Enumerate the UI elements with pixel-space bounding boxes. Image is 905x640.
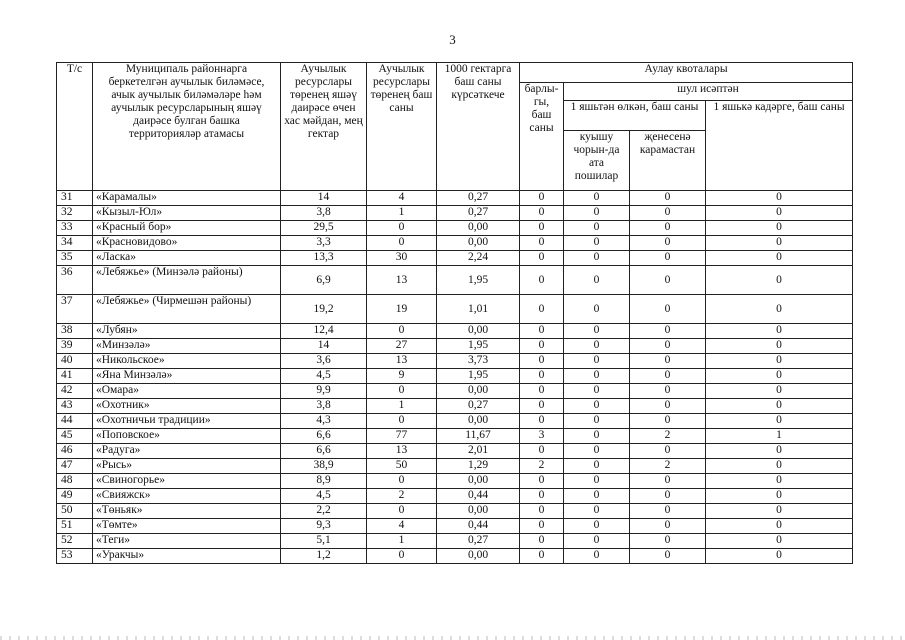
row-number-cell: 50 <box>57 504 93 519</box>
count-cell: 30 <box>367 251 437 266</box>
quota-horns-cell: 0 <box>564 369 630 384</box>
quota-under-1y-cell: 0 <box>706 369 853 384</box>
quota-horns-cell: 0 <box>564 429 630 444</box>
density-cell: 2,01 <box>437 444 520 459</box>
density-cell: 1,95 <box>437 266 520 295</box>
area-cell: 6,9 <box>281 266 367 295</box>
area-cell: 19,2 <box>281 295 367 324</box>
quota-under-1y-cell: 0 <box>706 459 853 474</box>
quota-horns-cell: 0 <box>564 414 630 429</box>
count-cell: 1 <box>367 534 437 549</box>
count-cell: 50 <box>367 459 437 474</box>
quota-under-1y-cell: 0 <box>706 191 853 206</box>
area-cell: 1,2 <box>281 549 367 564</box>
count-cell: 0 <box>367 324 437 339</box>
quota-under-1y-cell: 0 <box>706 295 853 324</box>
territory-name-cell: «Свиногорье» <box>93 474 281 489</box>
quota-horns-cell: 0 <box>564 295 630 324</box>
density-cell: 0,44 <box>437 489 520 504</box>
area-cell: 14 <box>281 191 367 206</box>
header-regardless-sex: җенесенә карамастан <box>630 131 706 191</box>
territory-name-cell: «Красный бор» <box>93 221 281 236</box>
territory-name-cell: «Никольское» <box>93 354 281 369</box>
row-number-cell: 45 <box>57 429 93 444</box>
row-number-cell: 48 <box>57 474 93 489</box>
quota-under-1y-cell: 0 <box>706 549 853 564</box>
header-quotas: Аулау квоталары <box>520 63 853 83</box>
header-including: шул исәптән <box>564 83 853 101</box>
quota-under-1y-cell: 0 <box>706 519 853 534</box>
quota-any-sex-cell: 0 <box>630 504 706 519</box>
area-cell: 2,2 <box>281 504 367 519</box>
area-cell: 4,5 <box>281 369 367 384</box>
row-number-cell: 39 <box>57 339 93 354</box>
quota-total-cell: 0 <box>520 206 564 221</box>
quota-under-1y-cell: 0 <box>706 474 853 489</box>
density-cell: 1,95 <box>437 339 520 354</box>
quota-any-sex-cell: 2 <box>630 429 706 444</box>
area-cell: 5,1 <box>281 534 367 549</box>
quota-horns-cell: 0 <box>564 251 630 266</box>
quota-any-sex-cell: 0 <box>630 369 706 384</box>
table-row <box>57 534 853 549</box>
area-cell: 3,8 <box>281 206 367 221</box>
quota-total-cell: 0 <box>520 339 564 354</box>
quota-total-cell: 0 <box>520 324 564 339</box>
quota-total-cell: 0 <box>520 221 564 236</box>
row-number-cell: 44 <box>57 414 93 429</box>
density-cell: 0,00 <box>437 549 520 564</box>
territory-name-cell: «Красновидово» <box>93 236 281 251</box>
count-cell: 0 <box>367 236 437 251</box>
density-cell: 0,00 <box>437 384 520 399</box>
territory-name-cell: «Теги» <box>93 534 281 549</box>
quota-total-cell: 0 <box>520 251 564 266</box>
quota-horns-cell: 0 <box>564 459 630 474</box>
density-cell: 1,01 <box>437 295 520 324</box>
quota-any-sex-cell: 0 <box>630 444 706 459</box>
territory-name-cell: «Төньяк» <box>93 504 281 519</box>
quota-any-sex-cell: 0 <box>630 399 706 414</box>
density-cell: 0,44 <box>437 519 520 534</box>
count-cell: 0 <box>367 504 437 519</box>
table-row <box>57 295 853 324</box>
header-habitat-area: Аучылык ресурслары төренең яшәү даирәсе өчен хас мәйдан, мең гектар <box>281 63 367 191</box>
quota-any-sex-cell: 0 <box>630 354 706 369</box>
row-number-cell: 35 <box>57 251 93 266</box>
density-cell: 0,27 <box>437 399 520 414</box>
count-cell: 9 <box>367 369 437 384</box>
quota-under-1y-cell: 0 <box>706 236 853 251</box>
quota-total-cell: 0 <box>520 549 564 564</box>
quota-any-sex-cell: 0 <box>630 384 706 399</box>
density-cell: 0,00 <box>437 221 520 236</box>
area-cell: 13,3 <box>281 251 367 266</box>
territory-name-cell: «Свияжск» <box>93 489 281 504</box>
header-density: 1000 гектарга баш саны күрсәткече <box>437 63 520 191</box>
count-cell: 0 <box>367 384 437 399</box>
area-cell: 4,5 <box>281 489 367 504</box>
quota-horns-cell: 0 <box>564 489 630 504</box>
territory-name-cell: «Минзәлә» <box>93 339 281 354</box>
territory-name-cell: «Рысь» <box>93 459 281 474</box>
count-cell: 0 <box>367 549 437 564</box>
quota-under-1y-cell: 0 <box>706 251 853 266</box>
row-number-cell: 37 <box>57 295 93 324</box>
table-row <box>57 504 853 519</box>
table-row <box>57 444 853 459</box>
count-cell: 1 <box>367 206 437 221</box>
territory-name-cell: «Лубян» <box>93 324 281 339</box>
density-cell: 0,00 <box>437 414 520 429</box>
table-row <box>57 459 853 474</box>
area-cell: 12,4 <box>281 324 367 339</box>
territory-name-cell: «Төмте» <box>93 519 281 534</box>
row-number-cell: 42 <box>57 384 93 399</box>
quota-horns-cell: 0 <box>564 384 630 399</box>
page-number: 3 <box>449 32 456 47</box>
quota-any-sex-cell: 0 <box>630 251 706 266</box>
header-with-horns: куышу чорын-да ата пошилар <box>564 131 630 191</box>
table-row <box>57 324 853 339</box>
quota-any-sex-cell: 0 <box>630 324 706 339</box>
territory-name-cell: «Поповское» <box>93 429 281 444</box>
area-cell: 9,3 <box>281 519 367 534</box>
quota-under-1y-cell: 0 <box>706 339 853 354</box>
quota-any-sex-cell: 0 <box>630 339 706 354</box>
row-number-cell: 38 <box>57 324 93 339</box>
quota-under-1y-cell: 0 <box>706 266 853 295</box>
table-row <box>57 266 853 295</box>
quota-any-sex-cell: 0 <box>630 295 706 324</box>
quota-any-sex-cell: 0 <box>630 414 706 429</box>
row-number-cell: 49 <box>57 489 93 504</box>
table-row <box>57 251 853 266</box>
quota-total-cell: 0 <box>520 444 564 459</box>
count-cell: 27 <box>367 339 437 354</box>
quota-total-cell: 0 <box>520 504 564 519</box>
area-cell: 9,9 <box>281 384 367 399</box>
quota-total-cell: 0 <box>520 534 564 549</box>
area-cell: 3,8 <box>281 399 367 414</box>
row-number-cell: 52 <box>57 534 93 549</box>
quota-any-sex-cell: 0 <box>630 474 706 489</box>
quota-horns-cell: 0 <box>564 339 630 354</box>
territory-name-cell: «Карамалы» <box>93 191 281 206</box>
row-number-cell: 51 <box>57 519 93 534</box>
area-cell: 4,3 <box>281 414 367 429</box>
density-cell: 0,27 <box>437 206 520 221</box>
quota-horns-cell: 0 <box>564 399 630 414</box>
table-row <box>57 206 853 221</box>
quota-total-cell: 0 <box>520 295 564 324</box>
territory-name-cell: «Лебяжье» (Чирмешән районы) <box>93 295 281 324</box>
table-row <box>57 414 853 429</box>
quota-total-cell: 0 <box>520 266 564 295</box>
table-row <box>57 474 853 489</box>
area-cell: 38,9 <box>281 459 367 474</box>
count-cell: 77 <box>367 429 437 444</box>
quota-any-sex-cell: 0 <box>630 221 706 236</box>
quota-under-1y-cell: 0 <box>706 534 853 549</box>
territory-name-cell: «Кызыл-Юл» <box>93 206 281 221</box>
table-row <box>57 549 853 564</box>
quota-total-cell: 0 <box>520 191 564 206</box>
area-cell: 3,3 <box>281 236 367 251</box>
quota-any-sex-cell: 0 <box>630 236 706 251</box>
quota-horns-cell: 0 <box>564 549 630 564</box>
quota-horns-cell: 0 <box>564 221 630 236</box>
header-total: барлы-гы, баш саны <box>520 83 564 191</box>
quota-under-1y-cell: 0 <box>706 324 853 339</box>
density-cell: 1,29 <box>437 459 520 474</box>
count-cell: 13 <box>367 444 437 459</box>
territory-name-cell: «Охотничьи традиции» <box>93 414 281 429</box>
quota-horns-cell: 0 <box>564 266 630 295</box>
table-row <box>57 519 853 534</box>
scan-artifact-line <box>0 636 905 640</box>
table-row <box>57 489 853 504</box>
territory-name-cell: «Омара» <box>93 384 281 399</box>
count-cell: 13 <box>367 266 437 295</box>
header-resource-count: Аучылык ресурслары төренең баш саны <box>367 63 437 191</box>
density-cell: 3,73 <box>437 354 520 369</box>
density-cell: 0,00 <box>437 504 520 519</box>
count-cell: 0 <box>367 221 437 236</box>
table-row <box>57 399 853 414</box>
area-cell: 6,6 <box>281 429 367 444</box>
row-number-cell: 40 <box>57 354 93 369</box>
area-cell: 3,6 <box>281 354 367 369</box>
quota-horns-cell: 0 <box>564 191 630 206</box>
density-cell: 0,27 <box>437 191 520 206</box>
quota-horns-cell: 0 <box>564 206 630 221</box>
quota-total-cell: 0 <box>520 384 564 399</box>
row-number-cell: 41 <box>57 369 93 384</box>
count-cell: 0 <box>367 414 437 429</box>
area-cell: 6,6 <box>281 444 367 459</box>
quota-total-cell: 0 <box>520 519 564 534</box>
count-cell: 13 <box>367 354 437 369</box>
quota-total-cell: 2 <box>520 459 564 474</box>
quota-under-1y-cell: 0 <box>706 489 853 504</box>
quota-under-1y-cell: 0 <box>706 444 853 459</box>
header-territory-name: Муниципаль районнарга беркетелгән аучылык биләмәсе, ачык аучылык биләмәләре һәм аучылык ресурсларының яшәү даирәсе булган башка территорияләр атамасы <box>93 63 281 191</box>
quota-total-cell: 3 <box>520 429 564 444</box>
quota-horns-cell: 0 <box>564 236 630 251</box>
header-older-than-1y: 1 яшьтән өлкән, баш саны <box>564 101 706 131</box>
quota-total-cell: 0 <box>520 489 564 504</box>
territory-name-cell: «Лебяжье» (Минзәлә районы) <box>93 266 281 295</box>
table-row <box>57 429 853 444</box>
quota-under-1y-cell: 0 <box>706 206 853 221</box>
density-cell: 0,27 <box>437 534 520 549</box>
quota-total-cell: 0 <box>520 236 564 251</box>
territory-name-cell: «Яна Минзәлә» <box>93 369 281 384</box>
density-cell: 11,67 <box>437 429 520 444</box>
count-cell: 1 <box>367 399 437 414</box>
territory-name-cell: «Радуга» <box>93 444 281 459</box>
table-row <box>57 236 853 251</box>
territory-name-cell: «Ласка» <box>93 251 281 266</box>
count-cell: 4 <box>367 191 437 206</box>
row-number-cell: 33 <box>57 221 93 236</box>
count-cell: 2 <box>367 489 437 504</box>
quota-any-sex-cell: 0 <box>630 549 706 564</box>
header-under-1y: 1 яшькә кадәрге, баш саны <box>706 101 853 191</box>
quota-under-1y-cell: 0 <box>706 414 853 429</box>
quota-horns-cell: 0 <box>564 324 630 339</box>
row-number-cell: 36 <box>57 266 93 295</box>
table-row <box>57 339 853 354</box>
row-number-cell: 32 <box>57 206 93 221</box>
quota-any-sex-cell: 0 <box>630 534 706 549</box>
quota-total-cell: 0 <box>520 399 564 414</box>
quota-any-sex-cell: 0 <box>630 519 706 534</box>
hunting-quota-table <box>56 62 853 564</box>
quota-horns-cell: 0 <box>564 354 630 369</box>
area-cell: 29,5 <box>281 221 367 236</box>
density-cell: 1,95 <box>437 369 520 384</box>
quota-total-cell: 0 <box>520 414 564 429</box>
quota-any-sex-cell: 0 <box>630 489 706 504</box>
quota-under-1y-cell: 0 <box>706 354 853 369</box>
count-cell: 0 <box>367 474 437 489</box>
count-cell: 4 <box>367 519 437 534</box>
quota-under-1y-cell: 0 <box>706 504 853 519</box>
area-cell: 14 <box>281 339 367 354</box>
density-cell: 0,00 <box>437 324 520 339</box>
quota-under-1y-cell: 0 <box>706 221 853 236</box>
row-number-cell: 31 <box>57 191 93 206</box>
row-number-cell: 34 <box>57 236 93 251</box>
count-cell: 19 <box>367 295 437 324</box>
quota-horns-cell: 0 <box>564 444 630 459</box>
row-number-cell: 46 <box>57 444 93 459</box>
quota-horns-cell: 0 <box>564 534 630 549</box>
territory-name-cell: «Охотник» <box>93 399 281 414</box>
area-cell: 8,9 <box>281 474 367 489</box>
quota-total-cell: 0 <box>520 369 564 384</box>
quota-total-cell: 0 <box>520 474 564 489</box>
row-number-cell: 43 <box>57 399 93 414</box>
quota-under-1y-cell: 1 <box>706 429 853 444</box>
quota-horns-cell: 0 <box>564 474 630 489</box>
quota-horns-cell: 0 <box>564 504 630 519</box>
quota-any-sex-cell: 0 <box>630 266 706 295</box>
row-number-cell: 53 <box>57 549 93 564</box>
header-number: Т/с <box>57 63 93 191</box>
density-cell: 2,24 <box>437 251 520 266</box>
territory-name-cell: «Уракчы» <box>93 549 281 564</box>
density-cell: 0,00 <box>437 474 520 489</box>
quota-horns-cell: 0 <box>564 519 630 534</box>
quota-any-sex-cell: 2 <box>630 459 706 474</box>
quota-any-sex-cell: 0 <box>630 191 706 206</box>
table-row <box>57 384 853 399</box>
table-row <box>57 191 853 206</box>
table-row <box>57 221 853 236</box>
table-row <box>57 369 853 384</box>
density-cell: 0,00 <box>437 236 520 251</box>
row-number-cell: 47 <box>57 459 93 474</box>
quota-any-sex-cell: 0 <box>630 206 706 221</box>
quota-under-1y-cell: 0 <box>706 399 853 414</box>
quota-total-cell: 0 <box>520 354 564 369</box>
quota-under-1y-cell: 0 <box>706 384 853 399</box>
table-row <box>57 354 853 369</box>
